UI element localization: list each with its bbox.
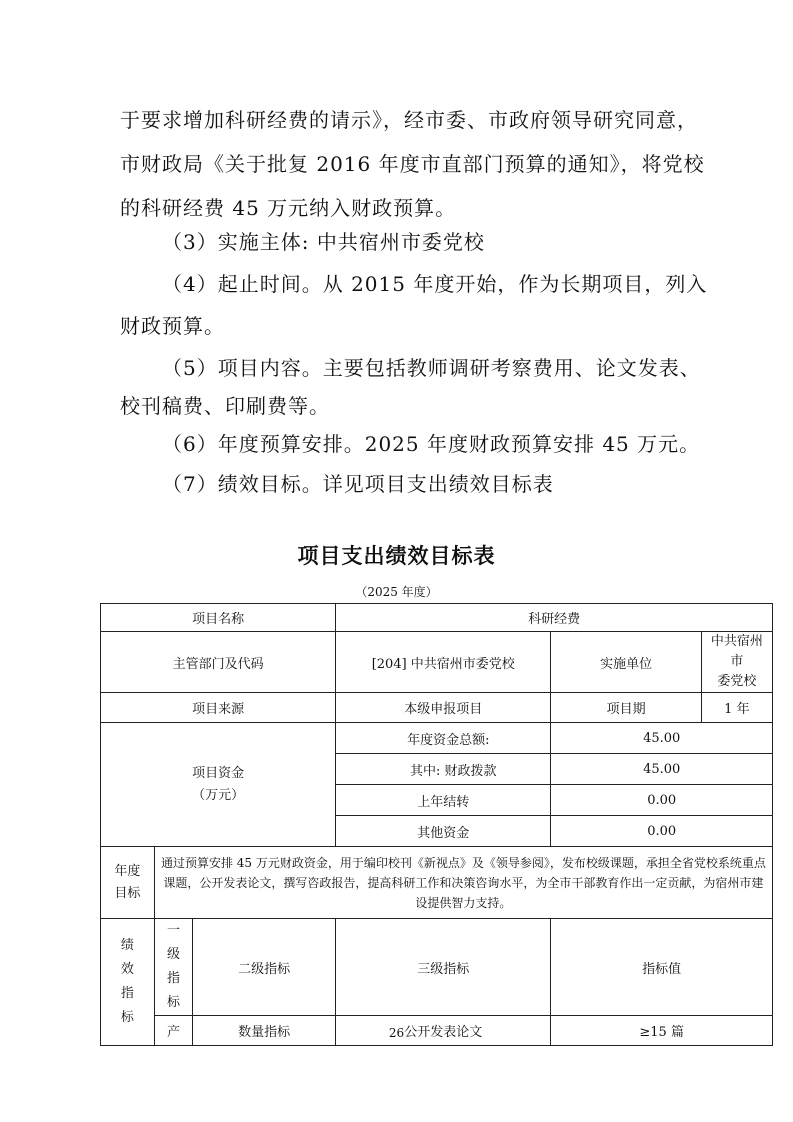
source-label: 项目来源 (101, 693, 336, 723)
table-title: 项目支出绩效目标表 (297, 544, 496, 568)
funds-label-line: 项目资金 (192, 765, 245, 781)
period-value: 1 年 (701, 693, 772, 723)
body-paragraph-line: 校刊稿费、印刷费等。 (120, 394, 330, 418)
project-name-value: 科研经费 (336, 604, 773, 632)
table-row (101, 723, 773, 754)
implementing-entity-item: （3）实施主体: 中共宿州市委党校 (162, 230, 485, 254)
fiscal-funds-label: 其中: 财政拨款 (336, 754, 551, 785)
level2-indicator-header: 二级指标 (193, 919, 336, 1016)
level1-indicator-cell: 产 (154, 1016, 192, 1046)
indicator-value-header: 指标值 (551, 919, 773, 1016)
dept-value: [204] 中共宿州市委党校 (336, 632, 551, 693)
performance-target-table (100, 603, 773, 1046)
carryover-value: 0.00 (551, 785, 773, 816)
other-funds-label: 其他资金 (336, 816, 551, 847)
impl-unit-line: 委党校 (717, 674, 757, 689)
annual-goal-label (101, 847, 155, 919)
carryover-label: 上年结转 (336, 785, 551, 816)
other-funds-value: 0.00 (551, 816, 773, 847)
body-paragraph-line: 财政预算。 (120, 314, 225, 338)
level3-indicator-cell: 公开发表论文 (336, 1016, 551, 1046)
total-funds-label: 年度资金总额: (336, 723, 551, 754)
content-item: （5）项目内容。主要包括教师调研考察费用、论文发表、 (162, 356, 701, 380)
level3-indicator-header: 三级指标 (336, 919, 551, 1016)
project-name-label: 项目名称 (101, 604, 336, 632)
table-row (101, 632, 773, 693)
table-subtitle: （2025 年度） (355, 585, 438, 599)
annual-goal-label-line: 目标 (114, 885, 141, 901)
vertical-char: 一 (167, 923, 181, 938)
vertical-char: 标 (120, 1010, 134, 1025)
dept-label: 主管部门及代码 (101, 632, 336, 693)
period-label: 项目期 (551, 693, 701, 723)
vertical-char: 标 (167, 995, 181, 1010)
impl-unit-line: 中共宿州市 (710, 634, 763, 669)
table-row (101, 847, 773, 919)
table-row (101, 919, 773, 1016)
level1-indicator-header (154, 919, 192, 1016)
duration-item: （4）起止时间。从 2015 年度开始，作为长期项目，列入 (162, 272, 708, 296)
total-funds-value: 45.00 (551, 723, 773, 754)
indicator-value-cell: ≥15 篇 (551, 1016, 773, 1046)
vertical-char: 绩 (120, 938, 134, 953)
impl-unit-value (701, 632, 772, 693)
source-value: 本级申报项目 (336, 693, 551, 723)
vertical-char: 效 (120, 962, 134, 977)
performance-goal-item: （7）绩效目标。详见项目支出绩效目标表 (162, 472, 554, 496)
funds-label-line: （万元） (192, 787, 245, 803)
level2-indicator-cell: 数量指标 (193, 1016, 336, 1046)
impl-unit-label: 实施单位 (551, 632, 701, 693)
body-paragraph-line: 市财政局《关于批复 2016 年度市直部门预算的通知》，将党校 (120, 152, 705, 176)
table-row (101, 693, 773, 723)
fiscal-funds-value: 45.00 (551, 754, 773, 785)
table-row (101, 604, 773, 632)
body-paragraph-line: 的科研经费 45 万元纳入财政预算。 (120, 196, 457, 220)
annual-goal-text: 通过预算安排 45 万元财政资金，用于编印校刊《新视点》及《领导参阅》，发布校级课题，承担全省党校系统重点课题，公开发表论文，撰写咨政报告，提高科研工作和决策咨询水平，为全市干部教育作出一定贡献，为宿州市建设提供智力支持。 (154, 847, 772, 919)
annual-goal-label-line: 年度 (114, 863, 141, 879)
vertical-char: 指 (167, 971, 181, 986)
budget-item: （6）年度预算安排。2025 年度财政预算安排 45 万元。 (162, 432, 701, 456)
vertical-char: 指 (120, 986, 134, 1001)
funds-label (101, 723, 336, 847)
vertical-char: 级 (167, 947, 181, 962)
page-number: 26 (388, 1026, 405, 1040)
body-paragraph-line: 于要求增加科研经费的请示》，经市委、市政府领导研究同意， (120, 108, 698, 132)
